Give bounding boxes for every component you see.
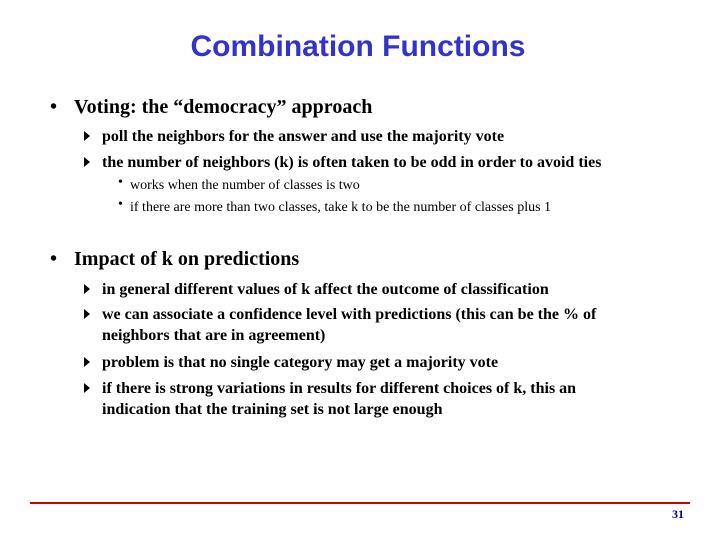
item-text: in general different values of k affect the outcome of classification [102, 281, 549, 298]
page-number: 31 [672, 507, 684, 521]
triangle-bullet-icon [84, 284, 90, 294]
heading-text: Impact of k on predictions [74, 248, 300, 270]
heading-text: Voting: the “democracy” approach [74, 96, 373, 118]
item-text: poll the neighbors for the answer and use the majority vote [102, 128, 505, 145]
bullet-dot-icon: • [118, 197, 123, 212]
item-text: problem is that no single category may get a majority vote [102, 354, 499, 371]
sub-item-text: if there are more than two classes, take k to be the number of classes plus 1 [130, 200, 552, 215]
triangle-bullet-icon [84, 157, 90, 167]
item-text: we can associate a confidence level with predictions (this can be the % of neighbors that are in agreement) [102, 306, 597, 344]
bullet-dot-icon: • [50, 96, 58, 118]
bullet-dot-icon: • [118, 175, 123, 190]
item-text: the number of neighbors (k) is often taken to be odd in order to avoid ties [102, 154, 602, 171]
bullet-dot-icon: • [50, 248, 58, 270]
triangle-bullet-icon [84, 383, 90, 393]
triangle-bullet-icon [84, 131, 90, 141]
triangle-bullet-icon [84, 309, 90, 319]
sub-item-text: works when the number of classes is two [130, 178, 360, 193]
triangle-bullet-icon [84, 357, 90, 367]
slide-title: Combination Functions [190, 30, 526, 63]
footer-rule [30, 502, 690, 504]
item-text: if there is strong variations in results for different choices of k, this an indication that the training set is not large enough [102, 380, 577, 418]
